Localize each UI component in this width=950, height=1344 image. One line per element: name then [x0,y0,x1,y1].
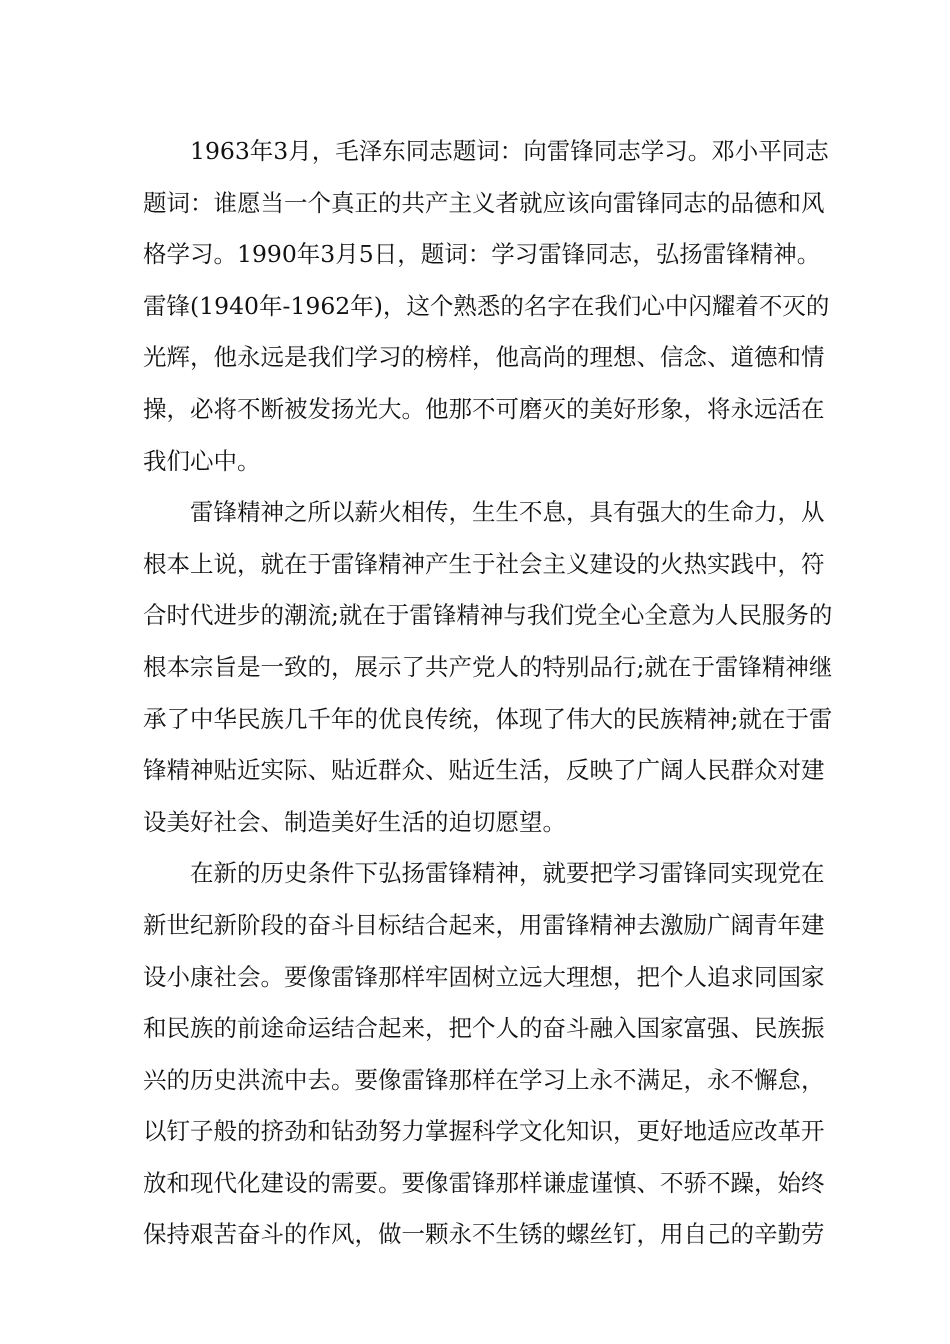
text-line: 承了中华民族几千年的优良传统，体现了伟大的民族精神;就在于雷 [143,704,833,733]
text-line: 兴的历史洪流中去。要像雷锋那样在学习上永不满足，永不懈怠， [143,1065,825,1094]
text-line: 我们心中。 [143,446,261,475]
paragraph-3 [143,848,825,1261]
text-line: 操，必将不断被发扬光大。他那不可磨灭的美好形象，将永远活在 [143,394,825,423]
text-line: 根本上说，就在于雷锋精神产生于社会主义建设的火热实践中，符 [143,549,825,578]
text-line: 题词：谁愿当一个真正的共产主义者就应该向雷锋同志的品德和风 [143,188,825,217]
text-line: 以钉子般的挤劲和钻劲努力掌握科学文化知识，更好地适应改革开 [143,1117,825,1146]
text-line: 保持艰苦奋斗的作风，做一颗永不生锈的螺丝钉，用自己的辛勤劳 [143,1220,825,1249]
text-line: 光辉，他永远是我们学习的榜样，他高尚的理想、信念、道德和情 [143,343,825,372]
text-line: 根本宗旨是一致的，展示了共产党人的特别品行;就在于雷锋精神继 [143,652,833,681]
text-line: 格学习。1990年3月5日，题词：学习雷锋同志，弘扬雷锋精神。 [143,240,821,269]
text-line: 雷锋(1940年-1962年)，这个熟悉的名字在我们心中闪耀着不灭的 [143,291,830,320]
text-line: 放和现代化建设的需要。要像雷锋那样谦虚谨慎、不骄不躁，始终 [143,1168,825,1197]
text-line: 1963年3月，毛泽东同志题词：向雷锋同志学习。邓小平同志 [190,137,829,165]
text-line: 和民族的前途命运结合起来，把个人的奋斗融入国家富强、民族振 [143,1014,825,1043]
document-body [143,126,833,1261]
paragraph-2 [143,487,833,848]
text-line: 新世纪新阶段的奋斗目标结合起来，用雷锋精神去激励广阔青年建 [143,910,825,939]
text-line: 设美好社会、制造美好生活的迫切愿望。 [143,807,566,836]
text-line: 锋精神贴近实际、贴近群众、贴近生活，反映了广阔人民群众对建 [143,756,825,785]
paragraph-1 [143,126,830,487]
text-line: 在新的历史条件下弘扬雷锋精神，就要把学习雷锋同实现党在 [190,859,825,888]
text-line: 合时代进步的潮流;就在于雷锋精神与我们党全心全意为人民服务的 [143,601,833,630]
text-line: 设小康社会。要像雷锋那样牢固树立远大理想，把个人追求同国家 [143,962,825,991]
text-line: 雷锋精神之所以薪火相传，生生不息，具有强大的生命力，从 [190,498,825,527]
